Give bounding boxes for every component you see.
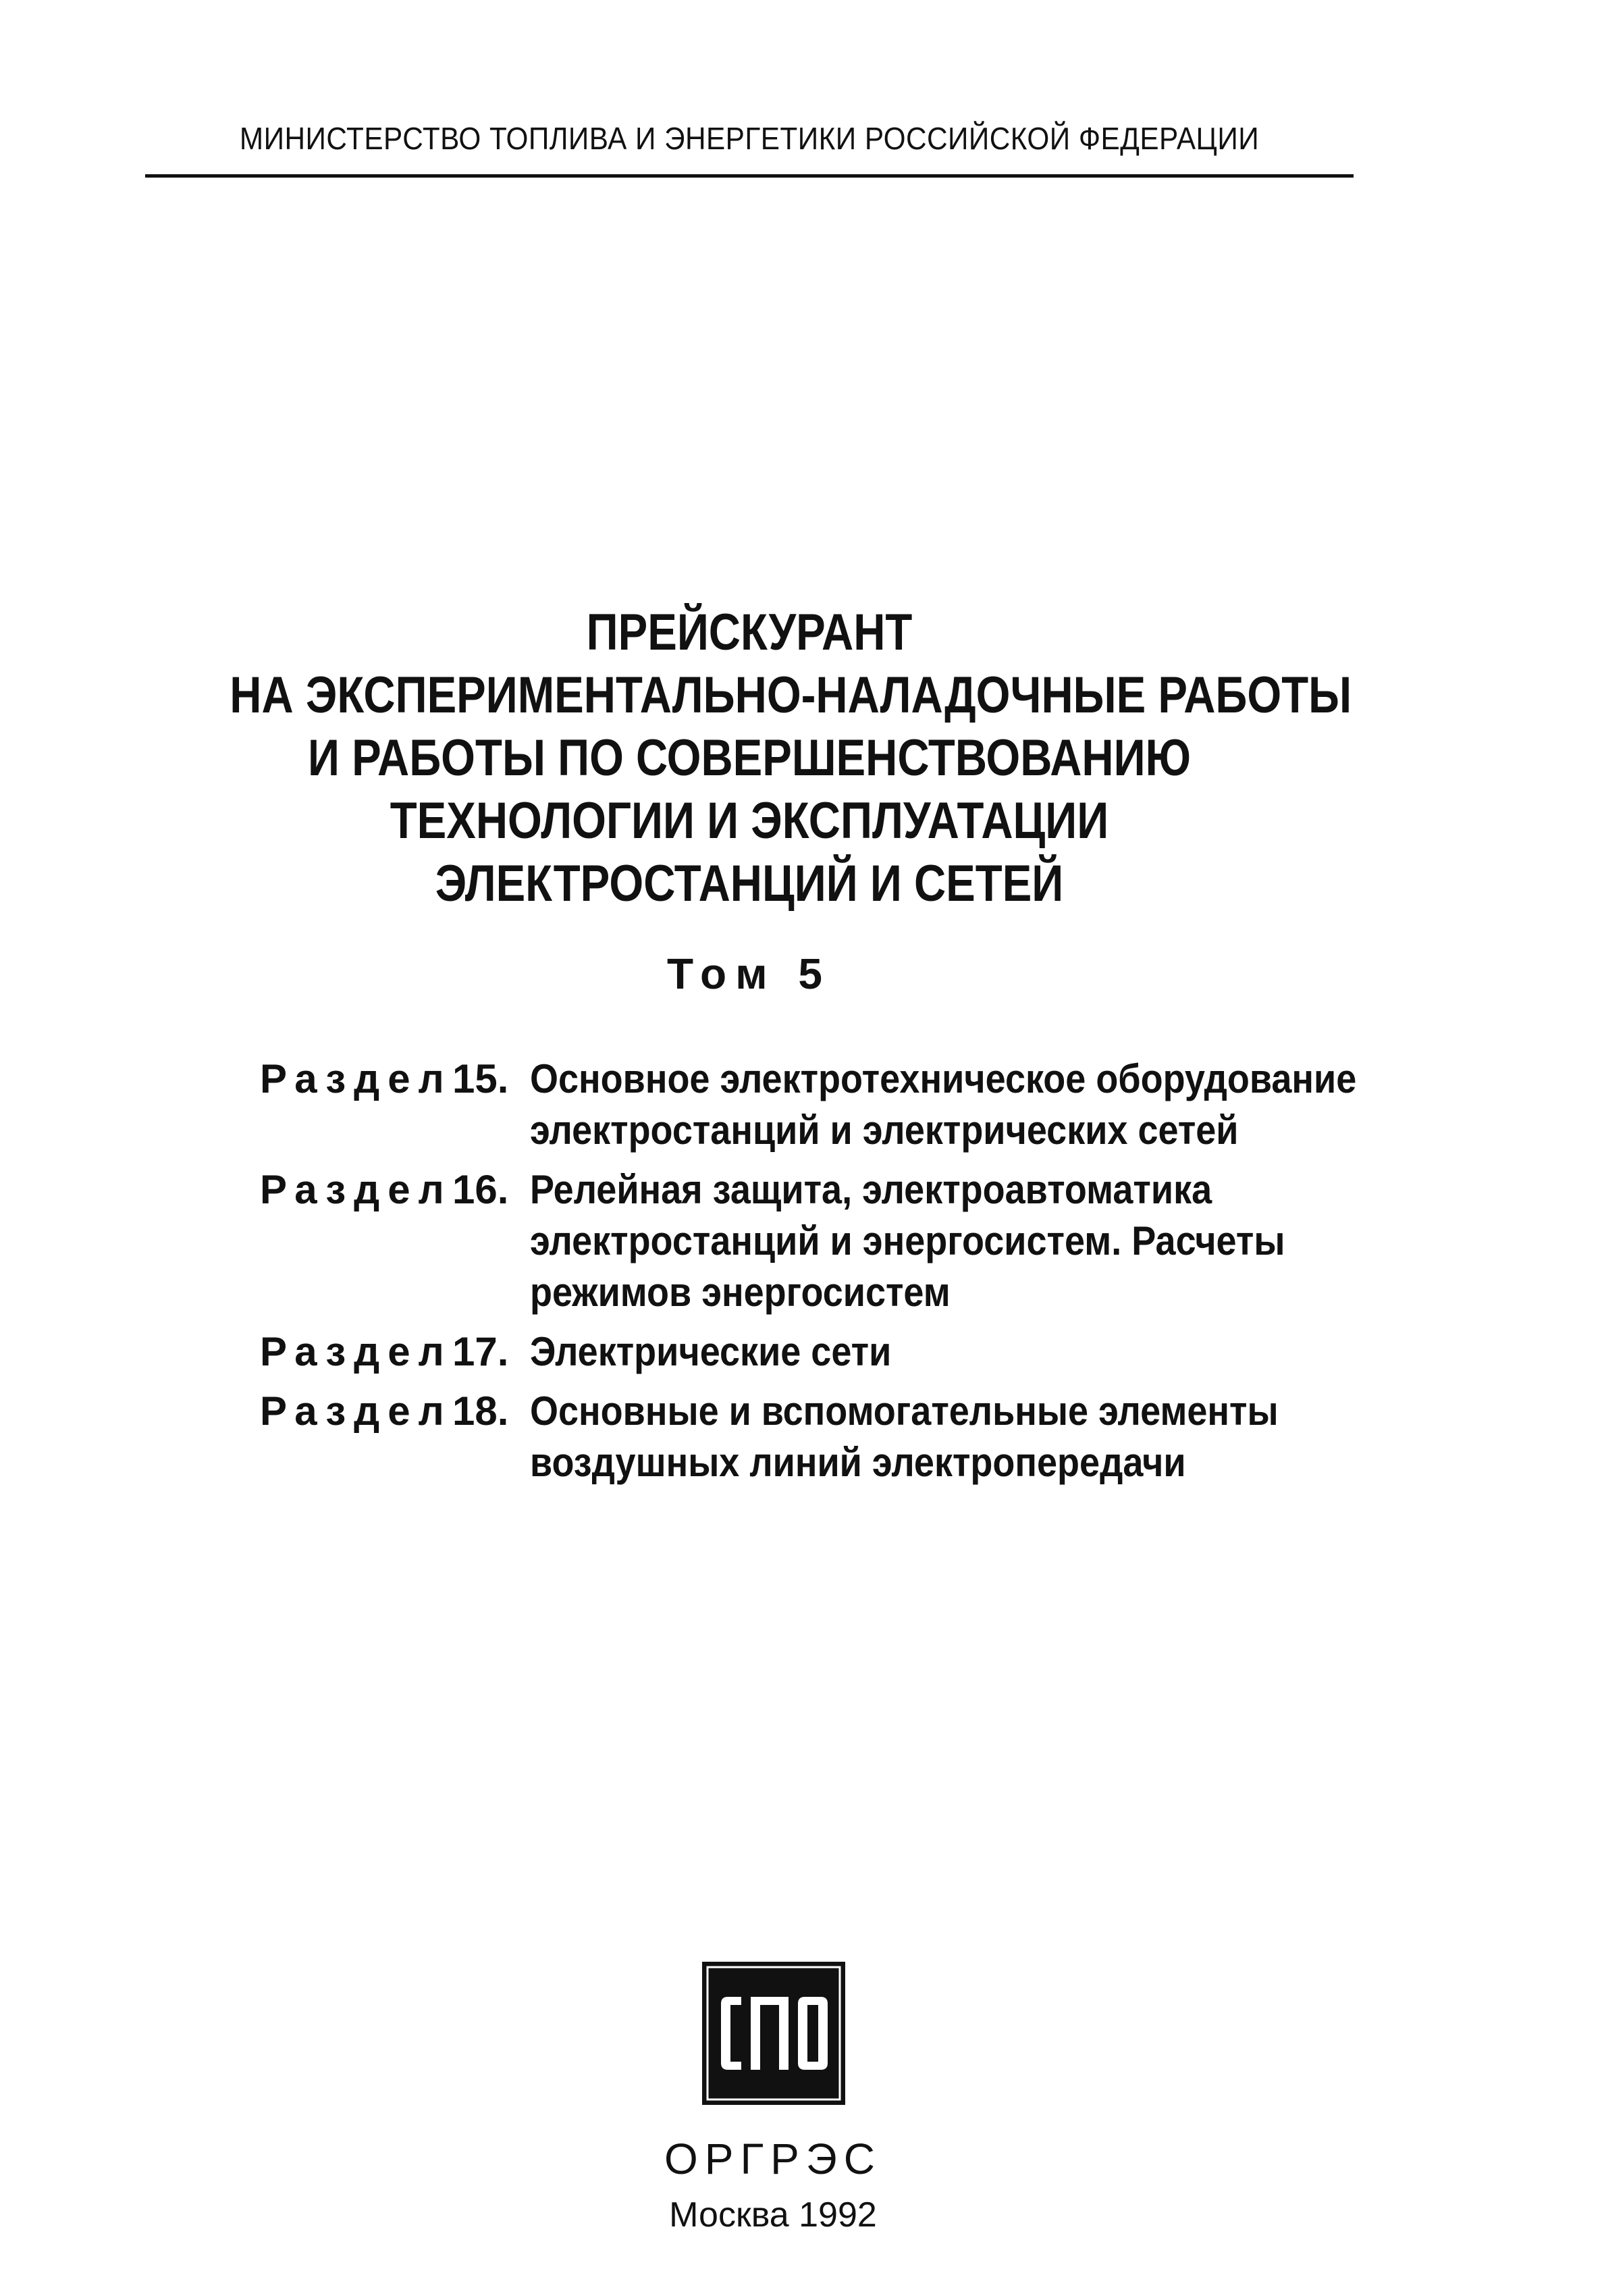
section-number: 18. [452, 1388, 509, 1434]
section-text [530, 1164, 1374, 1318]
spo-logo-icon [702, 1962, 845, 2105]
city-year: Москва 1992 [669, 2195, 877, 2235]
section-line: электростанций и энергосистем. Расчеты [530, 1218, 1285, 1263]
section-line: режимов энергосистем [530, 1270, 951, 1315]
volume-label: Том 5 [666, 949, 832, 998]
section-text [530, 1053, 1448, 1156]
title-line: ЭЛЕКТРОСТАНЦИЙ И СЕТЕЙ [435, 855, 1064, 912]
section-number: 17. [452, 1329, 509, 1374]
section-item [260, 1386, 1374, 1488]
section-word: Раздел [260, 1388, 452, 1434]
title-line: И РАБОТЫ ПО СОВЕРШЕНСТВОВАНИЮ [308, 729, 1191, 787]
section-number: 15. [452, 1056, 509, 1101]
section-line: Основное электротехническое оборудование [530, 1056, 1357, 1101]
section-word: Раздел [260, 1167, 452, 1212]
title-line: ТЕХНОЛОГИИ И ЭКСПЛУАТАЦИИ [390, 792, 1109, 850]
ministry-header: МИНИСТЕРСТВО ТОПЛИВА И ЭНЕРГЕТИКИ РОССИЙСКОЙ ФЕДЕРАЦИИ [239, 121, 1260, 156]
section-text [530, 1326, 1374, 1378]
section-item [260, 1326, 1374, 1378]
publisher-name: ОРГРЭС [664, 2135, 882, 2183]
section-line: Электрические сети [530, 1329, 892, 1374]
section-line: воздушных линий электропередачи [530, 1440, 1186, 1485]
section-word: Раздел [260, 1056, 452, 1101]
section-line: Релейная защита, электроавтоматика [530, 1167, 1212, 1212]
section-number: 16. [452, 1167, 509, 1212]
section-line: электростанций и электрических сетей [530, 1107, 1239, 1153]
sections-list [260, 1053, 1374, 1496]
title-line: НА ЭКСПЕРИМЕНТАЛЬНО-НАЛАДОЧНЫЕ РАБОТЫ [230, 667, 1352, 724]
document-title [145, 601, 1354, 915]
section-line: Основные и вспомогательные элементы [530, 1388, 1279, 1434]
section-word: Раздел [260, 1329, 452, 1374]
header-rule [145, 174, 1354, 178]
section-item [260, 1164, 1374, 1318]
title-line: ПРЕЙСКУРАНТ [586, 604, 913, 661]
section-item [260, 1053, 1374, 1156]
section-text [530, 1386, 1374, 1488]
